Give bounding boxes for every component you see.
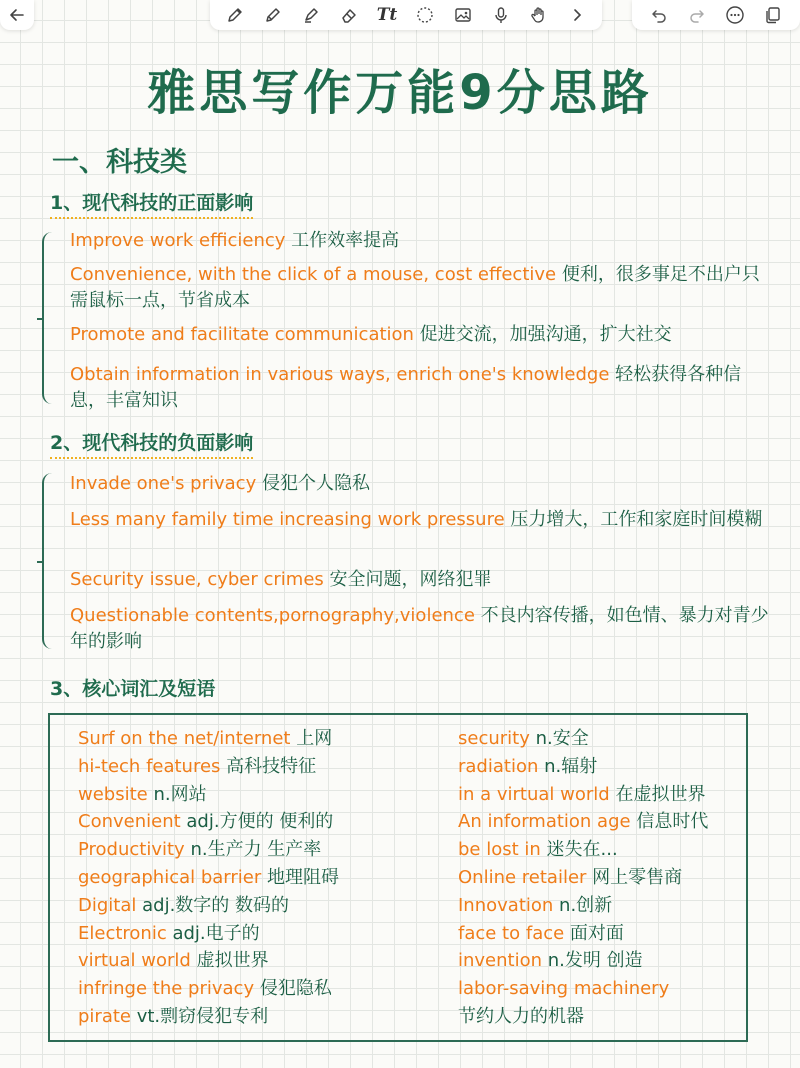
lasso-icon[interactable]	[414, 4, 436, 26]
toolbar	[0, 0, 800, 32]
vocab-english: Online retailer	[458, 866, 587, 888]
text-tool-icon[interactable]: Tt	[376, 5, 398, 25]
vocab-row	[458, 864, 708, 892]
vocab-chinese: 面对面	[564, 922, 624, 944]
vocab-column-right	[458, 725, 708, 1031]
subheading-vocab: 3、核心词汇及短语	[50, 678, 216, 700]
vocab-column-left	[78, 725, 339, 1031]
brace-positive	[42, 232, 58, 404]
vocab-chinese: 网上零售商	[586, 866, 683, 888]
vocab-english: infringe the privacy	[78, 978, 255, 1000]
vocab-row	[458, 975, 708, 1003]
vocab-chinese: 信息时代	[630, 811, 709, 833]
vocab-chinese: n.网站	[147, 783, 207, 805]
vocab-chinese: 高科技特征	[220, 755, 317, 777]
vocab-row	[78, 781, 339, 809]
vocab-chinese: 节约人力的机器	[458, 1005, 584, 1027]
toolbar-right-group	[632, 0, 800, 30]
vocab-row	[78, 892, 339, 920]
vocab-english: Convenient	[78, 811, 181, 833]
vocab-row	[78, 836, 339, 864]
vocab-english: radiation	[458, 755, 539, 777]
vocab-chinese: 在虚拟世界	[609, 783, 706, 805]
vocab-row	[78, 864, 339, 892]
vocab-chinese: adj.方便的 便利的	[180, 811, 334, 833]
vocab-chinese: 侵犯隐私	[254, 978, 332, 1000]
vocab-row	[78, 808, 339, 836]
vocab-english: virtual world	[78, 950, 191, 972]
pages-icon[interactable]	[762, 4, 784, 26]
redo-icon[interactable]	[686, 4, 708, 26]
vocab-row	[458, 920, 708, 948]
vocab-row	[458, 1003, 708, 1031]
vocab-english: hi-tech features	[78, 755, 221, 777]
vocab-row	[458, 947, 708, 975]
vocab-english: face to face	[458, 922, 565, 944]
vocab-chinese: adj.数字的 数码的	[136, 894, 290, 916]
item-english: Questionable contents,pornography,violence	[70, 605, 475, 626]
subheading-positive: 1、现代科技的正面影响	[50, 190, 253, 219]
vocab-chinese: n.创新	[553, 894, 613, 916]
item-chinese: 不良内容传播，如色情、暴力对青少年的影响	[70, 605, 769, 652]
vocab-english: Productivity	[78, 839, 185, 861]
undo-icon[interactable]	[648, 4, 670, 26]
vocab-chinese: n.生产力 生产率	[184, 839, 322, 861]
vocab-english: labor-saving machinery	[458, 978, 670, 1000]
item-english: Improve work efficiency	[70, 230, 286, 251]
vocab-chinese: 地理阻碍	[261, 866, 340, 888]
more-icon[interactable]	[724, 4, 746, 26]
pen-icon[interactable]	[224, 4, 246, 26]
item-chinese: 工作效率提高	[285, 230, 400, 251]
list-item	[70, 362, 770, 414]
item-english: Promote and facilitate communication	[70, 324, 414, 345]
page-title: 雅思写作万能9分思路	[147, 65, 653, 121]
vocab-english: in a virtual world	[458, 783, 610, 805]
vocab-english: pirate	[78, 1005, 131, 1027]
toolbar-tools-group	[210, 0, 602, 30]
microphone-icon[interactable]	[490, 4, 512, 26]
vocab-english: Digital	[78, 894, 137, 916]
list-item	[70, 262, 770, 314]
hand-icon[interactable]	[528, 4, 550, 26]
vocab-row	[78, 920, 339, 948]
vocab-english: Electronic	[78, 922, 167, 944]
vocab-row	[78, 947, 339, 975]
list-item	[70, 567, 770, 593]
vocab-english: An information age	[458, 811, 631, 833]
vocab-row	[78, 1003, 339, 1031]
section-title: 一、科技类	[52, 147, 187, 178]
vocab-chinese: n.辐射	[538, 755, 598, 777]
vocab-chinese: 虚拟世界	[190, 950, 269, 972]
vocab-english: security	[458, 728, 530, 749]
vocab-row	[78, 753, 339, 781]
vocab-row	[458, 753, 708, 781]
vocab-row	[458, 836, 708, 864]
vocab-chinese: vt.剽窃侵犯专利	[131, 1005, 269, 1027]
vocab-row	[458, 781, 708, 809]
item-chinese: 安全问题，网络犯罪	[323, 569, 492, 590]
vocab-chinese: n.安全	[529, 728, 589, 749]
brace-negative	[42, 473, 58, 649]
pencil-icon[interactable]	[262, 4, 284, 26]
list-item	[70, 603, 770, 655]
vocab-row	[458, 725, 708, 753]
vocab-english: be lost in	[458, 839, 541, 861]
chevron-right-icon[interactable]	[566, 4, 588, 26]
vocab-chinese: 迷失在...	[540, 839, 618, 861]
vocab-row	[78, 975, 339, 1003]
list-item	[70, 471, 770, 497]
list-item	[70, 507, 770, 533]
eraser-icon[interactable]	[338, 4, 360, 26]
vocab-row	[458, 808, 708, 836]
item-chinese: 侵犯个人隐私	[256, 473, 370, 494]
vocab-row	[458, 892, 708, 920]
list-item	[70, 228, 770, 254]
vocab-english: Surf on the net/internet	[78, 728, 291, 749]
subheading-negative: 2、现代科技的负面影响	[50, 430, 253, 459]
item-english: Security issue, cyber crimes	[70, 569, 324, 590]
item-chinese: 压力增大，工作和家庭时间模糊	[504, 509, 763, 530]
vocab-english: Innovation	[458, 894, 554, 916]
vocab-chinese: n.发明 创造	[542, 950, 643, 972]
vocab-chinese: 上网	[290, 728, 333, 749]
item-english: Convenience, with the click of a mouse, cost effective	[70, 264, 557, 285]
vocab-chinese: adj.电子的	[166, 922, 260, 944]
item-chinese: 便利，很多事足不出户只需鼠标一点，节省成本	[70, 264, 760, 311]
toolbar-left-group	[0, 0, 34, 30]
list-item	[70, 322, 770, 348]
highlighter-icon[interactable]	[300, 4, 322, 26]
item-english: Less many family time increasing work pressure	[70, 509, 505, 530]
item-english: Obtain information in various ways, enrich one's knowledge	[70, 364, 610, 385]
item-chinese: 促进交流，加强沟通，扩大社交	[413, 324, 672, 345]
vocab-english: geographical barrier	[78, 866, 262, 888]
image-icon[interactable]	[452, 4, 474, 26]
vocab-row	[78, 725, 339, 753]
item-english: Invade one's privacy	[70, 473, 257, 494]
vocab-english: website	[78, 783, 148, 805]
item-chinese: 轻松获得各种信息，丰富知识	[70, 364, 742, 411]
back-arrow-icon[interactable]	[6, 4, 28, 26]
vocab-english: invention	[458, 950, 543, 972]
vocab-box	[48, 713, 748, 1042]
